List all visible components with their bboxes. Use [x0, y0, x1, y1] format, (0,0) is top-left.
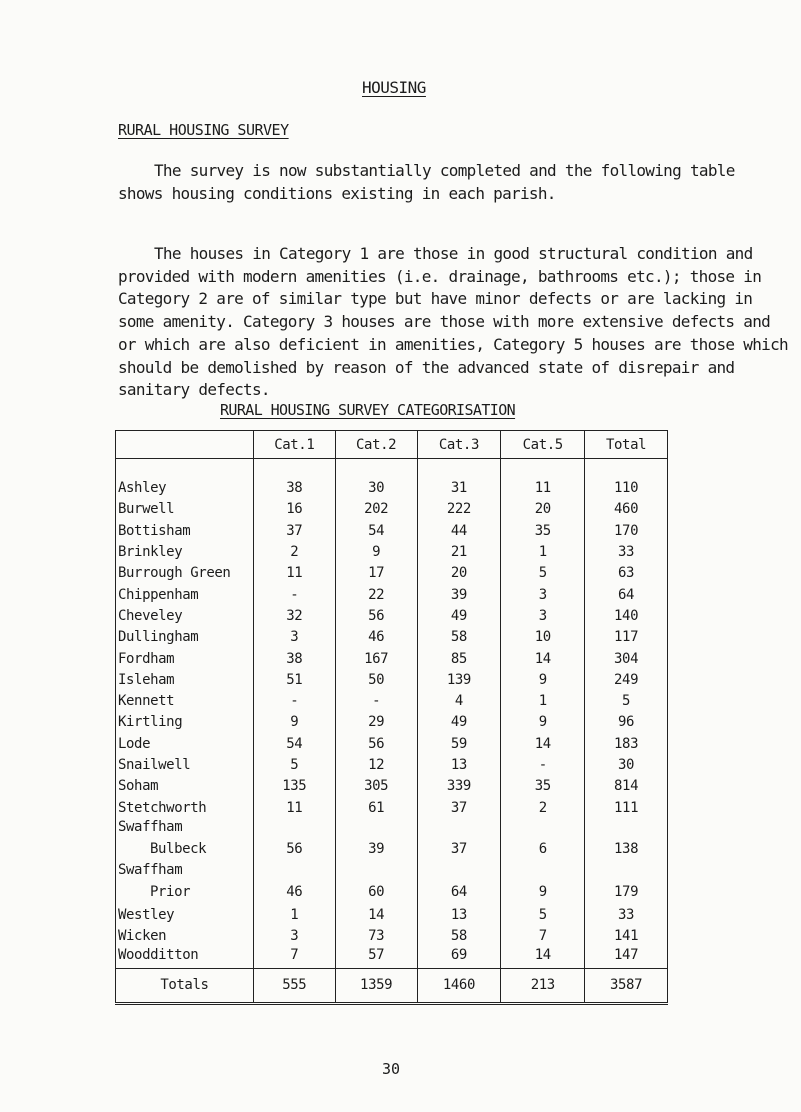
totals-label: Totals — [116, 968, 254, 1003]
table-row — [116, 584, 668, 605]
value-cell: 54 — [253, 733, 335, 754]
value-cell: 1 — [501, 541, 585, 562]
parish-name-cell: Kirtling — [116, 712, 254, 733]
parish-name-cell: Woodditton — [116, 947, 254, 968]
empty-cell — [253, 861, 335, 879]
parish-name-cell: Isleham — [116, 669, 254, 690]
table-row — [116, 690, 668, 711]
parish-name-cell: Snailwell — [116, 754, 254, 775]
value-cell: 37 — [253, 520, 335, 541]
table-row — [116, 478, 668, 499]
value-cell: 31 — [417, 478, 501, 499]
table-row — [116, 904, 668, 925]
parish-name-cell: Soham — [116, 776, 254, 797]
table-row — [116, 520, 668, 541]
table-row — [116, 712, 668, 733]
value-cell: 139 — [417, 669, 501, 690]
value-cell: 2 — [501, 797, 585, 818]
value-cell: 39 — [335, 836, 417, 861]
value-cell: 33 — [585, 904, 668, 925]
value-cell: 138 — [585, 836, 668, 861]
parish-name-cell: Cheveley — [116, 605, 254, 626]
table-row — [116, 797, 668, 818]
value-cell: 13 — [417, 904, 501, 925]
value-cell: 63 — [585, 563, 668, 584]
value-cell: 85 — [417, 648, 501, 669]
table-row — [116, 926, 668, 947]
empty-cell — [335, 818, 417, 836]
value-cell: 20 — [417, 563, 501, 584]
value-cell: 222 — [417, 499, 501, 520]
total-cell: 1359 — [335, 968, 417, 1003]
empty-cell — [417, 818, 501, 836]
intro-paragraph — [118, 160, 788, 205]
header-cell: Total — [585, 431, 668, 459]
header-cell: Cat.2 — [335, 431, 417, 459]
table-row — [116, 733, 668, 754]
value-cell: 35 — [501, 776, 585, 797]
parish-name-cell: Fordham — [116, 648, 254, 669]
value-cell: 60 — [335, 879, 417, 904]
value-cell: 117 — [585, 627, 668, 648]
value-cell: 249 — [585, 669, 668, 690]
value-cell: 30 — [335, 478, 417, 499]
header-cell — [116, 431, 254, 459]
value-cell: 29 — [335, 712, 417, 733]
table-row — [116, 754, 668, 775]
value-cell: 58 — [417, 926, 501, 947]
category-paragraph-text: The houses in Category 1 are those in good structural condition and provided with modern amenities (i.e. drainage, bathrooms etc.); those in Category 2 are of similar type but have minor defects or are lacking in some amenity. Category 3 houses are those with more extensive defects and or which are also deficient in amenities, Category 5 houses are those which should be demolished by reason of the advanced state of disrepair and sanitary defects. — [118, 244, 788, 400]
value-cell: 14 — [501, 648, 585, 669]
value-cell: 5 — [585, 690, 668, 711]
table-row — [116, 605, 668, 626]
table-row — [116, 563, 668, 584]
value-cell: 56 — [253, 836, 335, 861]
value-cell: 73 — [335, 926, 417, 947]
value-cell: 14 — [501, 733, 585, 754]
value-cell: 50 — [335, 669, 417, 690]
table-body — [116, 459, 668, 969]
table-row — [116, 627, 668, 648]
empty-cell — [585, 818, 668, 836]
empty-cell — [335, 861, 417, 879]
table-row — [116, 648, 668, 669]
value-cell: 37 — [417, 797, 501, 818]
value-cell: 54 — [335, 520, 417, 541]
empty-cell — [585, 861, 668, 879]
header-cell: Cat.1 — [253, 431, 335, 459]
value-cell: 49 — [417, 605, 501, 626]
categorisation-table — [115, 430, 668, 1005]
group-label-row — [116, 818, 668, 836]
value-cell: 44 — [417, 520, 501, 541]
value-cell: 11 — [253, 797, 335, 818]
table-row — [116, 879, 668, 904]
value-cell: 4 — [417, 690, 501, 711]
value-cell: 33 — [585, 541, 668, 562]
totals-row — [116, 968, 668, 1003]
value-cell: 6 — [501, 836, 585, 861]
empty-cell — [501, 818, 585, 836]
parish-name-cell: Kennett — [116, 690, 254, 711]
value-cell: 96 — [585, 712, 668, 733]
value-cell: 170 — [585, 520, 668, 541]
value-cell: 21 — [417, 541, 501, 562]
value-cell: 2 — [253, 541, 335, 562]
value-cell: 69 — [417, 947, 501, 968]
parish-name-cell: Lode — [116, 733, 254, 754]
value-cell: 14 — [501, 947, 585, 968]
value-cell: 14 — [335, 904, 417, 925]
intro-paragraph-text: The survey is now substantially completed and the following table shows housing conditions existing in each parish. — [118, 161, 735, 203]
category-paragraph — [118, 243, 788, 402]
table-row — [116, 836, 668, 861]
value-cell: 7 — [501, 926, 585, 947]
value-cell: 64 — [585, 584, 668, 605]
value-cell: 38 — [253, 478, 335, 499]
value-cell: 305 — [335, 776, 417, 797]
value-cell: 13 — [417, 754, 501, 775]
value-cell: 11 — [253, 563, 335, 584]
value-cell: 22 — [335, 584, 417, 605]
value-cell: 57 — [335, 947, 417, 968]
value-cell: 140 — [585, 605, 668, 626]
group-label-row — [116, 861, 668, 879]
value-cell: 9 — [501, 712, 585, 733]
value-cell: 111 — [585, 797, 668, 818]
empty-cell — [417, 861, 501, 879]
value-cell: 179 — [585, 879, 668, 904]
table-header-row — [116, 431, 668, 459]
value-cell: 12 — [335, 754, 417, 775]
value-cell: 10 — [501, 627, 585, 648]
parish-name-cell: Stetchworth — [116, 797, 254, 818]
parish-name-cell: Burrough Green — [116, 563, 254, 584]
value-cell: 1 — [253, 904, 335, 925]
total-cell: 213 — [501, 968, 585, 1003]
value-cell: 7 — [253, 947, 335, 968]
parish-name-cell: Ashley — [116, 478, 254, 499]
header-cell: Cat.5 — [501, 431, 585, 459]
value-cell: 3 — [501, 605, 585, 626]
empty-cell — [253, 818, 335, 836]
value-cell: 3 — [501, 584, 585, 605]
value-cell: 20 — [501, 499, 585, 520]
table-row — [116, 541, 668, 562]
page-heading: HOUSING — [362, 78, 426, 97]
value-cell: 56 — [335, 605, 417, 626]
value-cell: 35 — [501, 520, 585, 541]
value-cell: 135 — [253, 776, 335, 797]
total-cell: 3587 — [585, 968, 668, 1003]
value-cell: 5 — [501, 904, 585, 925]
value-cell: 339 — [417, 776, 501, 797]
value-cell: 814 — [585, 776, 668, 797]
parish-name-cell: Wicken — [116, 926, 254, 947]
value-cell: 37 — [417, 836, 501, 861]
value-cell: - — [335, 690, 417, 711]
parish-name-cell: Bulbeck — [116, 836, 254, 861]
value-cell: 460 — [585, 499, 668, 520]
parish-name-cell: Burwell — [116, 499, 254, 520]
value-cell: 5 — [253, 754, 335, 775]
value-cell: 110 — [585, 478, 668, 499]
total-cell: 555 — [253, 968, 335, 1003]
value-cell: 61 — [335, 797, 417, 818]
value-cell: 141 — [585, 926, 668, 947]
value-cell: 147 — [585, 947, 668, 968]
total-cell: 1460 — [417, 968, 501, 1003]
page-number: 30 — [382, 1060, 401, 1078]
section-heading: RURAL HOUSING SURVEY — [118, 121, 289, 139]
value-cell: 32 — [253, 605, 335, 626]
spacer-row — [116, 459, 668, 478]
value-cell: 9 — [501, 669, 585, 690]
value-cell: - — [253, 690, 335, 711]
value-cell: 183 — [585, 733, 668, 754]
value-cell: 46 — [253, 879, 335, 904]
value-cell: 38 — [253, 648, 335, 669]
value-cell: 9 — [501, 879, 585, 904]
parish-name-cell: Westley — [116, 904, 254, 925]
value-cell: 30 — [585, 754, 668, 775]
value-cell: 56 — [335, 733, 417, 754]
parish-name-cell: Brinkley — [116, 541, 254, 562]
group-label: Swaffham — [116, 818, 254, 836]
value-cell: - — [253, 584, 335, 605]
group-label: Swaffham — [116, 861, 254, 879]
parish-name-cell: Bottisham — [116, 520, 254, 541]
value-cell: 9 — [335, 541, 417, 562]
value-cell: 17 — [335, 563, 417, 584]
value-cell: 59 — [417, 733, 501, 754]
parish-name-cell: Prior — [116, 879, 254, 904]
value-cell: 46 — [335, 627, 417, 648]
value-cell: 202 — [335, 499, 417, 520]
value-cell: 304 — [585, 648, 668, 669]
value-cell: 5 — [501, 563, 585, 584]
value-cell: 3 — [253, 926, 335, 947]
empty-cell — [501, 861, 585, 879]
value-cell: 64 — [417, 879, 501, 904]
value-cell: 3 — [253, 627, 335, 648]
parish-name-cell: Chippenham — [116, 584, 254, 605]
value-cell: 11 — [501, 478, 585, 499]
parish-name-cell: Dullingham — [116, 627, 254, 648]
value-cell: - — [501, 754, 585, 775]
table-row — [116, 947, 668, 968]
value-cell: 167 — [335, 648, 417, 669]
table-row — [116, 776, 668, 797]
header-cell: Cat.3 — [417, 431, 501, 459]
value-cell: 39 — [417, 584, 501, 605]
table-title: RURAL HOUSING SURVEY CATEGORISATION — [220, 401, 516, 419]
value-cell: 16 — [253, 499, 335, 520]
value-cell: 58 — [417, 627, 501, 648]
value-cell: 1 — [501, 690, 585, 711]
value-cell: 51 — [253, 669, 335, 690]
table-row — [116, 499, 668, 520]
value-cell: 49 — [417, 712, 501, 733]
value-cell: 9 — [253, 712, 335, 733]
table-row — [116, 669, 668, 690]
